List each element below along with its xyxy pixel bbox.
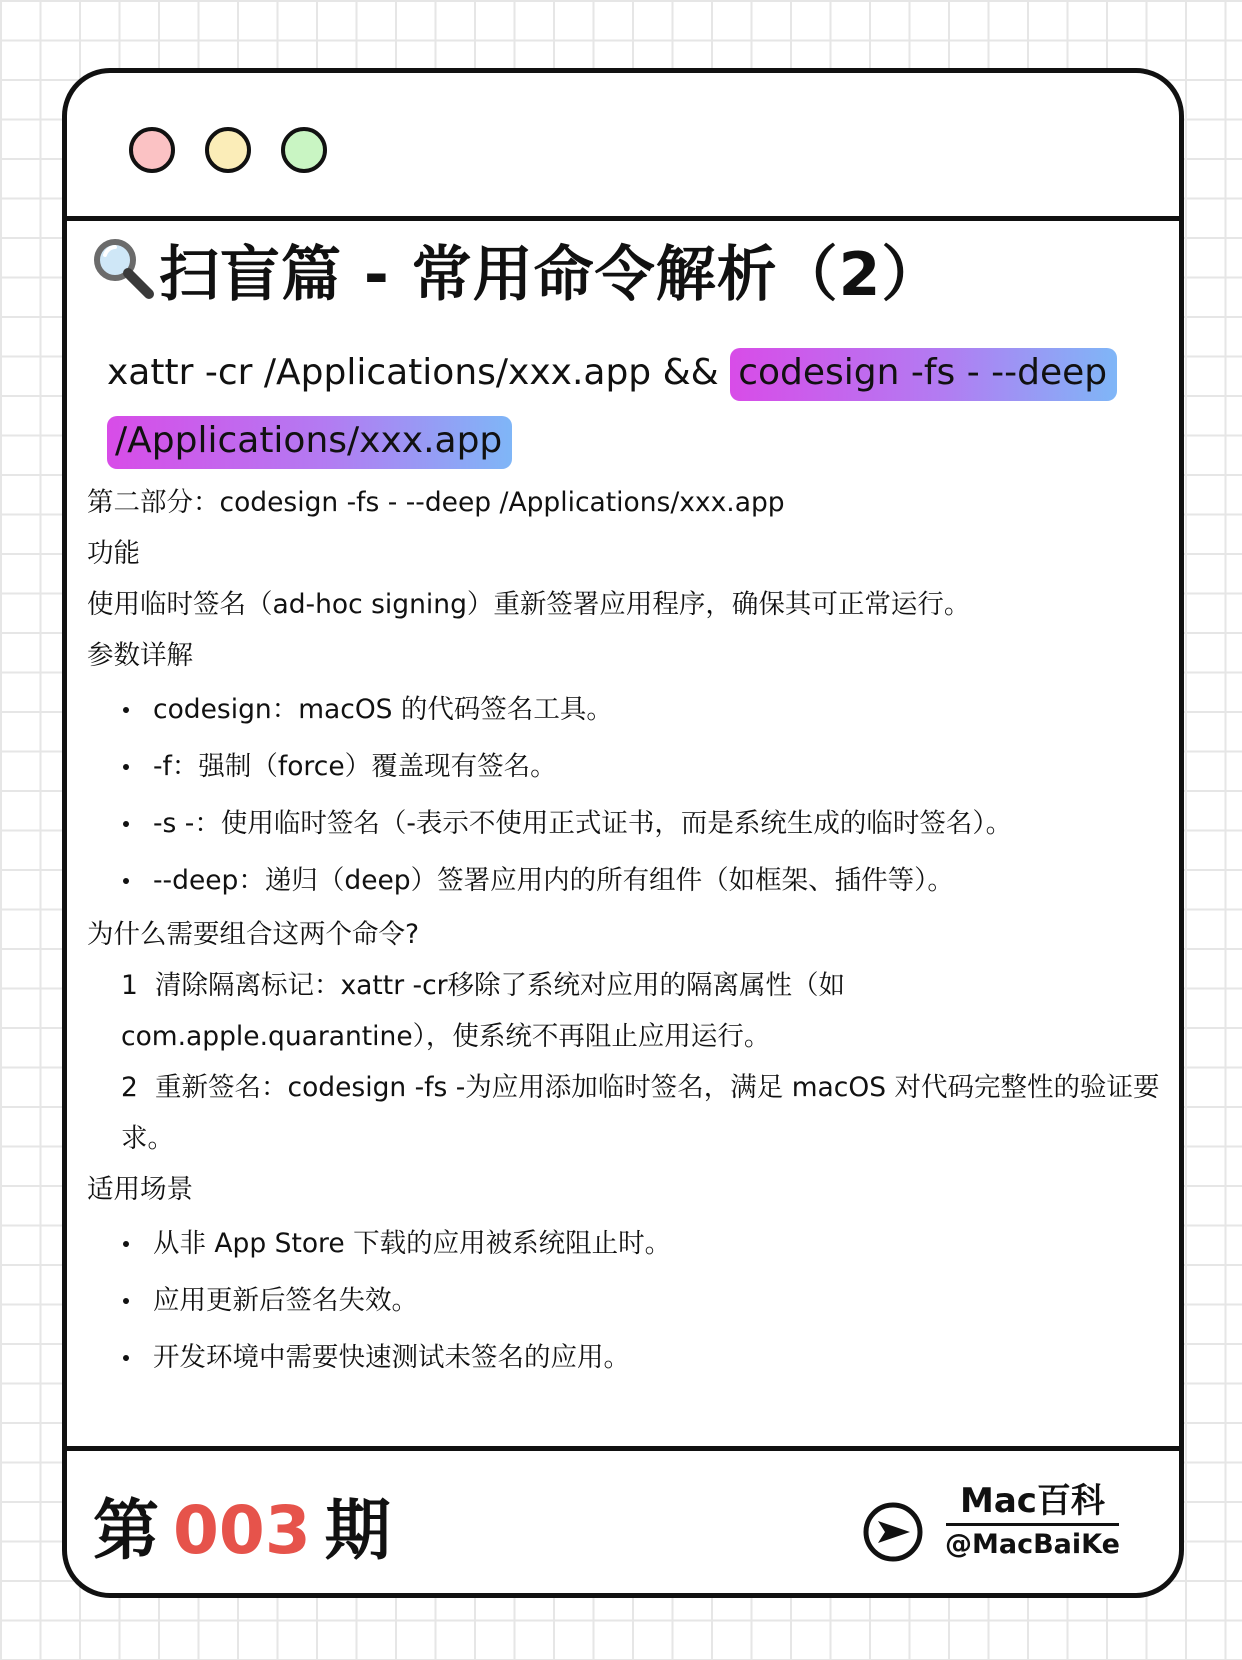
- section-part: 第二部分：codesign -fs - --deep /Applications/xxx.app: [87, 487, 785, 518]
- reason-text: 重新签名：codesign -fs -为应用添加临时签名，满足 macOS 对代码完整性的验证要求。: [121, 1072, 1160, 1154]
- brand-name: Mac百科: [946, 1481, 1119, 1526]
- command-line: [107, 339, 1137, 475]
- command-plain: xattr -cr /Applications/xxx.app &&: [107, 352, 731, 393]
- reason-number: 2: [121, 1072, 138, 1103]
- footer: [67, 1446, 1179, 1593]
- function-text: 使用临时签名（ad-hoc signing）重新签署应用程序，确保其可正常运行。: [87, 589, 971, 620]
- title-text: 扫盲篇 - 常用命令解析（2）: [159, 240, 943, 310]
- reason-item: [87, 960, 1167, 1062]
- reason-number: 1: [121, 970, 138, 1001]
- function-heading: 功能: [87, 538, 140, 569]
- brand-block: [945, 1481, 1120, 1564]
- magnifier-icon: [87, 233, 159, 305]
- scenarios-heading: 适用场景: [87, 1174, 193, 1205]
- command-highlight: codesign -fs - --deep /Applications/xxx.app: [107, 348, 1117, 469]
- reason-item: [87, 1062, 1167, 1164]
- scenario-item: 开发环境中需要快速测试未签名的应用。: [87, 1329, 1167, 1386]
- arrow-circle-icon[interactable]: [862, 1501, 924, 1563]
- maximize-dot[interactable]: [281, 127, 327, 173]
- page-title: [87, 227, 942, 313]
- reason-text: 清除隔离标记：xattr -cr移除了系统对应用的隔离属性（如 com.apple.quarantine），使系统不再阻止应用运行。: [121, 970, 846, 1052]
- param-item: -f：强制（force）覆盖现有签名。: [87, 738, 1167, 795]
- issue-label: [93, 1477, 391, 1572]
- close-dot[interactable]: [129, 127, 175, 173]
- params-heading: 参数详解: [87, 640, 193, 671]
- window-card: [62, 68, 1184, 1598]
- why-heading: 为什么需要组合这两个命令?: [87, 919, 420, 950]
- window-titlebar: [67, 73, 1179, 221]
- article-body: [87, 477, 1167, 1386]
- param-item: --deep：递归（deep）签署应用内的所有组件（如框架、插件等）。: [87, 852, 1167, 909]
- content-area: [67, 221, 1179, 1504]
- brand-handle: @MacBaiKe: [945, 1529, 1120, 1560]
- param-item: codesign：macOS 的代码签名工具。: [87, 681, 1167, 738]
- scenario-item: 应用更新后签名失效。: [87, 1272, 1167, 1329]
- issue-prefix: 第: [93, 1492, 159, 1569]
- minimize-dot[interactable]: [205, 127, 251, 173]
- issue-number: 003: [173, 1492, 311, 1569]
- param-item: -s -：使用临时签名（-表示不使用正式证书，而是系统生成的临时签名）。: [87, 795, 1167, 852]
- scenario-item: 从非 App Store 下载的应用被系统阻止时。: [87, 1215, 1167, 1272]
- issue-suffix: 期: [324, 1492, 391, 1569]
